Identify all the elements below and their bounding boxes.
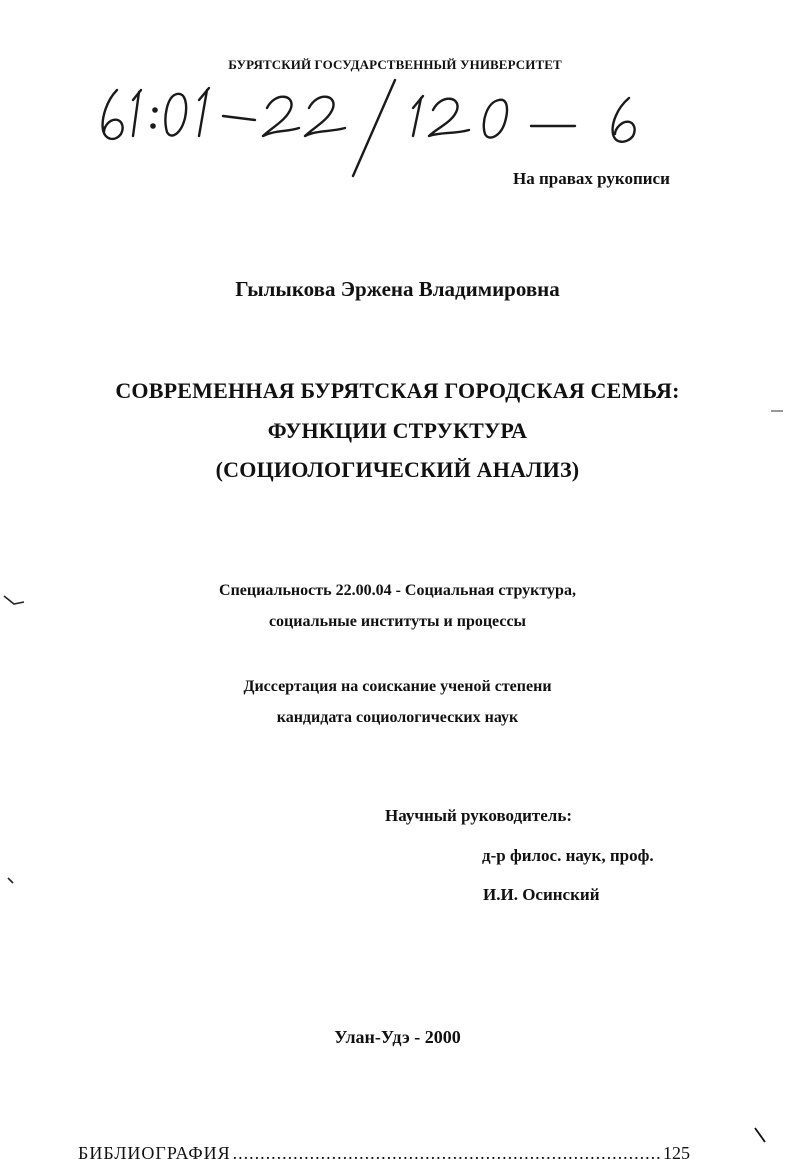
toc-label: БИБЛИОГРАФИЯ	[78, 1143, 231, 1159]
supervisor-name: И.И. Осинский	[483, 885, 600, 904]
handwritten-digit	[613, 98, 635, 142]
title-line-1: СОВРЕМЕННАЯ БУРЯТСКАЯ ГОРОДСКАЯ СЕМЬЯ:	[115, 378, 680, 403]
title-line-3: (СОЦИОЛОГИЧЕСКИЙ АНАЛИЗ)	[215, 457, 580, 482]
toc-page-number: 125	[663, 1143, 690, 1159]
scan-mark-left	[2, 590, 26, 612]
handwritten-dash	[223, 116, 255, 120]
toc-bleed-row	[78, 1136, 690, 1159]
handwritten-digit	[305, 97, 345, 136]
specialty-line-2: социальные институты и процессы	[268, 613, 527, 630]
toc-leader-dots	[233, 1143, 661, 1159]
author-name: Гылыкова Эржена Владимировна	[235, 277, 560, 301]
rights-note: На правах рукописи	[513, 169, 670, 188]
handwritten-digit	[429, 99, 469, 136]
title-line-2: ФУНКЦИИ СТРУКТУРА	[267, 418, 528, 443]
handwritten-digit	[263, 97, 299, 136]
specialty-line-1: Специальность 22.00.04 - Социальная структура,	[219, 582, 576, 599]
university-name: БУРЯТСКИЙ ГОСУДАРСТВЕННЫЙ УНИВЕРСИТЕТ	[228, 57, 562, 72]
handwritten-digit	[413, 96, 423, 108]
handwritten-digit	[103, 90, 123, 139]
supervisor-degree: д-р филос. наук, проф.	[482, 846, 654, 865]
handwritten-digit	[165, 94, 186, 136]
city-year: Улан-Удэ - 2000	[334, 1027, 461, 1047]
dissertation-line-2: кандидата социологических наук	[276, 709, 519, 726]
handwritten-slash	[353, 80, 395, 176]
scan-mark-left-small	[6, 876, 16, 886]
dissertation-line-1: Диссертация на соискание ученой степени	[243, 678, 552, 695]
scan-mark-right	[770, 408, 784, 414]
supervisor-label: Научный руководитель:	[385, 806, 572, 825]
scan-mark-bottom-right	[752, 1126, 768, 1144]
handwritten-digit	[484, 100, 507, 138]
